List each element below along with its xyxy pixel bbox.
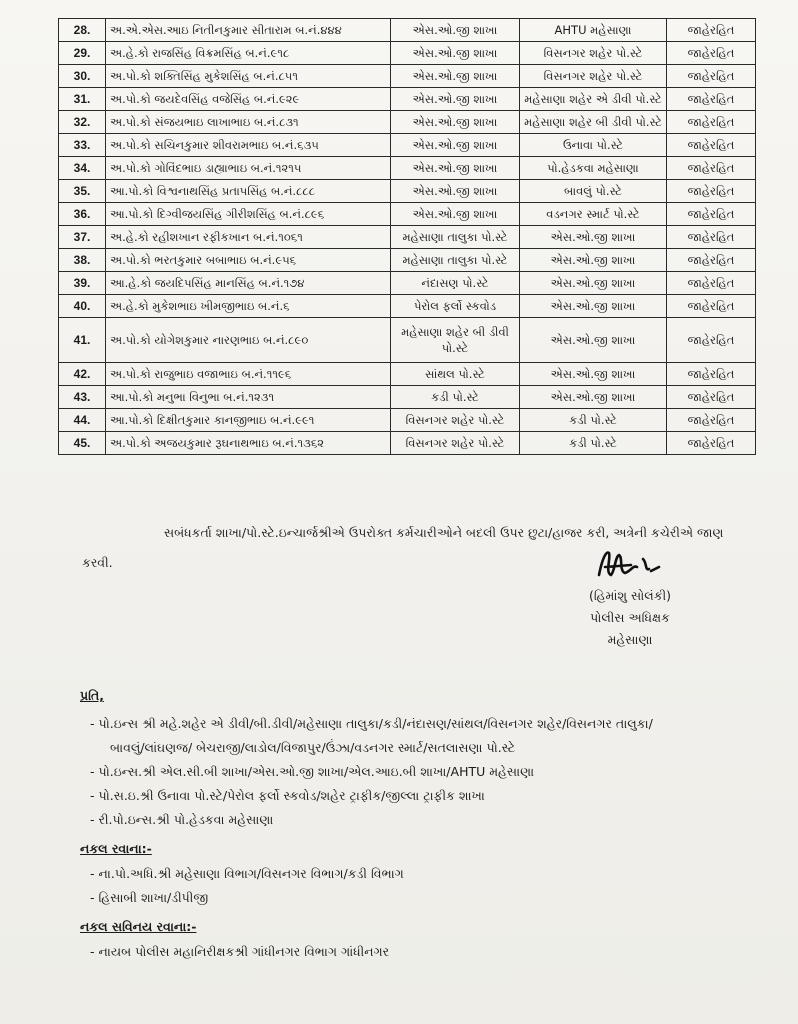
employee-name-cell: અ.એ.એસ.આઇ નિતીનકુમાર સીતારામ બ.નં.૪૪૪ bbox=[106, 19, 391, 42]
distribution-list bbox=[80, 688, 760, 964]
table-row bbox=[59, 65, 756, 88]
employee-name-cell: અ.પો.કો અજયકુમાર રૂઘનાથભાઇ બ.નં.૧૩૬૨ bbox=[106, 432, 391, 455]
respectful-copy-heading: નકલ સવિનય રવાના:- bbox=[80, 919, 197, 934]
reason-cell: જાહેરહિત bbox=[667, 249, 756, 272]
from-post-cell: એસ.ઓ.જી શાખા bbox=[391, 88, 520, 111]
reason-cell: જાહેરહિત bbox=[667, 432, 756, 455]
employee-name-cell: આ.પો.કો દિક્ષીતકુમાર કાનજીભાઇ બ.નં.૯૯૧ bbox=[106, 409, 391, 432]
signature-icon bbox=[585, 545, 675, 585]
distribution-item-continued: બાવલું/લાંઘણજ/ બેચરાજી/લાડોલ/વિજાપુર/ઉંઝા/વડનગર સ્માર્ટ/સતલાસણા પો.સ્ટે bbox=[110, 740, 516, 755]
reason-cell: જાહેરહિત bbox=[667, 363, 756, 386]
employee-name-cell: અ.પો.કો શક્તિસિંહ મુકેશસિંહ બ.નં.૮૫૧ bbox=[106, 65, 391, 88]
employee-name-cell: અ.પો.કો ભરતકુમાર બબાભાઇ બ.નં.૯૫૬ bbox=[106, 249, 391, 272]
to-post-cell: વિસનગર શહેર પો.સ્ટે bbox=[520, 42, 667, 65]
table-row bbox=[59, 180, 756, 203]
distribution-item bbox=[80, 736, 760, 760]
from-post-cell: એસ.ઓ.જી શાખા bbox=[391, 203, 520, 226]
signature-block bbox=[560, 545, 700, 651]
from-post-cell: નંદાસણ પો.સ્ટે bbox=[391, 272, 520, 295]
from-post-cell: એસ.ઓ.જી શાખા bbox=[391, 134, 520, 157]
reason-cell: જાહેરહિત bbox=[667, 88, 756, 111]
reason-cell: જાહેરહિત bbox=[667, 19, 756, 42]
row-number-cell: 37. bbox=[59, 226, 106, 249]
employee-name-cell: અ.હે.કો રાજસિંહ વિક્રમસિંહ બ.નં.૯૧૮ bbox=[106, 42, 391, 65]
row-number-cell: 45. bbox=[59, 432, 106, 455]
reason-cell: જાહેરહિત bbox=[667, 226, 756, 249]
from-post-cell: મહેસાણા તાલુકા પો.સ્ટે bbox=[391, 226, 520, 249]
distribution-item: - પો.સ.ઇ.શ્રી ઉનાવા પો.સ્ટે/પેરોલ ફર્લો સ્કવોડ/શહેર ટ્રાફીક/જીલ્લા ટ્રાફીક શાખા bbox=[90, 788, 485, 803]
row-number-cell: 42. bbox=[59, 363, 106, 386]
distribution-heading: પ્રતિ, bbox=[80, 688, 104, 703]
from-post-cell: એસ.ઓ.જી શાખા bbox=[391, 65, 520, 88]
table-row bbox=[59, 111, 756, 134]
from-post-cell: એસ.ઓ.જી શાખા bbox=[391, 111, 520, 134]
table-row bbox=[59, 318, 756, 363]
row-number-cell: 39. bbox=[59, 272, 106, 295]
row-number-cell: 29. bbox=[59, 42, 106, 65]
to-post-cell: એસ.ઓ.જી શાખા bbox=[520, 386, 667, 409]
row-number-cell: 35. bbox=[59, 180, 106, 203]
reason-cell: જાહેરહિત bbox=[667, 409, 756, 432]
to-post-cell: મહેસાણા શહેર એ ડીવી પો.સ્ટે bbox=[520, 88, 667, 111]
transfer-table bbox=[58, 18, 756, 455]
to-post-cell: એસ.ઓ.જી શાખા bbox=[520, 363, 667, 386]
to-post-cell: મહેસાણા શહેર બી ડીવી પો.સ્ટે bbox=[520, 111, 667, 134]
to-post-cell: એસ.ઓ.જી શાખા bbox=[520, 295, 667, 318]
distribution-item: - પો.ઇન્સ શ્રી મહે.શહેર એ ડીવી/બી.ડીવી/મહેસાણા તાલુકા/કડી/નંદાસણ/સાંથલ/વિસનગર શહેર/વિસનગર તાલુકા/ bbox=[90, 716, 653, 731]
employee-name-cell: અ.પો.કો ગોવિંદભાઇ ડાહ્યાભાઇ બ.નં.૧૨૧૫ bbox=[106, 157, 391, 180]
table-row bbox=[59, 295, 756, 318]
to-post-cell: પો.હેડકવા મહેસાણા bbox=[520, 157, 667, 180]
row-number-cell: 32. bbox=[59, 111, 106, 134]
to-post-cell: એસ.ઓ.જી શાખા bbox=[520, 249, 667, 272]
table-row bbox=[59, 363, 756, 386]
to-post-cell: એસ.ઓ.જી શાખા bbox=[520, 272, 667, 295]
employee-name-cell: અ.હે.કો મુકેશભાઇ ખીમજીભાઇ બ.નં.૬ bbox=[106, 295, 391, 318]
employee-name-cell: આ.હે.કો જયદિપસિંહ માનસિંહ બ.નં.૧૭૪ bbox=[106, 272, 391, 295]
reason-cell: જાહેરહિત bbox=[667, 65, 756, 88]
table-row bbox=[59, 203, 756, 226]
from-post-cell: મહેસાણા શહેર બી ડીવી પો.સ્ટે bbox=[391, 318, 520, 363]
signatory-name: (હિમાંશુ સોલંકી) bbox=[588, 588, 672, 603]
to-post-cell: બાવલું પો.સ્ટે bbox=[520, 180, 667, 203]
to-post-cell: કડી પો.સ્ટે bbox=[520, 432, 667, 455]
respectful-copy-item: - નાયબ પોલીસ મહાનિરીક્ષકશ્રી ગાંધીનગર વિભાગ ગાંધીનગર bbox=[90, 944, 390, 959]
reason-cell: જાહેરહિત bbox=[667, 42, 756, 65]
from-post-cell: મહેસાણા તાલુકા પો.સ્ટે bbox=[391, 249, 520, 272]
table-row bbox=[59, 88, 756, 111]
reason-cell: જાહેરહિત bbox=[667, 111, 756, 134]
row-number-cell: 44. bbox=[59, 409, 106, 432]
employee-name-cell: આ.પો.કો મનુભા વિનુભા બ.નં.૧૨૩૧ bbox=[106, 386, 391, 409]
reason-cell: જાહેરહિત bbox=[667, 180, 756, 203]
table-row bbox=[59, 432, 756, 455]
to-post-cell: વિસનગર શહેર પો.સ્ટે bbox=[520, 65, 667, 88]
row-number-cell: 41. bbox=[59, 318, 106, 363]
row-number-cell: 30. bbox=[59, 65, 106, 88]
copy-item: - હિસાબી શાખા/ડીપીજી bbox=[90, 890, 209, 905]
signatory-designation: પોલીસ અધિક્ષક bbox=[590, 610, 670, 625]
copy-heading: નકલ રવાના:- bbox=[80, 841, 152, 856]
employee-name-cell: અ.પો.કો સચિનકુમાર શીવરામભાઇ બ.નં.૬૩૫ bbox=[106, 134, 391, 157]
table-row bbox=[59, 272, 756, 295]
row-number-cell: 40. bbox=[59, 295, 106, 318]
row-number-cell: 34. bbox=[59, 157, 106, 180]
table-row bbox=[59, 19, 756, 42]
from-post-cell: એસ.ઓ.જી શાખા bbox=[391, 19, 520, 42]
reason-cell: જાહેરહિત bbox=[667, 386, 756, 409]
employee-name-cell: અ.પો.કો સંજયભાઇ લાખાભાઇ બ.નં.૮૩૧ bbox=[106, 111, 391, 134]
from-post-cell: એસ.ઓ.જી શાખા bbox=[391, 180, 520, 203]
signatory-place: મહેસાણા bbox=[607, 632, 653, 647]
reason-cell: જાહેરહિત bbox=[667, 134, 756, 157]
reason-cell: જાહેરહિત bbox=[667, 272, 756, 295]
row-number-cell: 31. bbox=[59, 88, 106, 111]
instruction-note: સબંધકર્તા શાખા/પો.સ્ટે.ઇન્ચાર્જશ્રીએ ઉપરોક્ત કર્મચારીઓને બદલી ઉપર છુટા/હાજર કરી, અત્રેની કચેરીએ જાણ કરવી. bbox=[82, 525, 724, 570]
to-post-cell: એસ.ઓ.જી શાખા bbox=[520, 318, 667, 363]
distribution-item: - રી.પો.ઇન્સ.શ્રી પો.હેડકવા મહેસાણા bbox=[90, 812, 274, 827]
from-post-cell: કડી પો.સ્ટે bbox=[391, 386, 520, 409]
from-post-cell: વિસનગર શહેર પો.સ્ટે bbox=[391, 432, 520, 455]
table-row bbox=[59, 134, 756, 157]
employee-name-cell: અ.પો.કો જયદેવસિંહ વજેસિંહ બ.નં.૯૨૯ bbox=[106, 88, 391, 111]
reason-cell: જાહેરહિત bbox=[667, 318, 756, 363]
table-row bbox=[59, 386, 756, 409]
to-post-cell: કડી પો.સ્ટે bbox=[520, 409, 667, 432]
table-row bbox=[59, 226, 756, 249]
employee-name-cell: અ.હે.કો રહીશખાન રફીકખાન બ.નં.૧૦૬૧ bbox=[106, 226, 391, 249]
employee-name-cell: અ.પો.કો યોગેશકુમાર નારણભાઇ બ.નં.૮૯૦ bbox=[106, 318, 391, 363]
row-number-cell: 36. bbox=[59, 203, 106, 226]
to-post-cell: એસ.ઓ.જી શાખા bbox=[520, 226, 667, 249]
to-post-cell: AHTU મહેસાણા bbox=[520, 19, 667, 42]
table-row bbox=[59, 249, 756, 272]
reason-cell: જાહેરહિત bbox=[667, 157, 756, 180]
copy-item: - ના.પો.અધિ.શ્રી મહેસાણા વિભાગ/વિસનગર વિભાગ/કડી વિભાગ bbox=[90, 866, 404, 881]
from-post-cell: એસ.ઓ.જી શાખા bbox=[391, 42, 520, 65]
reason-cell: જાહેરહિત bbox=[667, 203, 756, 226]
table-row bbox=[59, 42, 756, 65]
from-post-cell: એસ.ઓ.જી શાખા bbox=[391, 157, 520, 180]
employee-name-cell: આ.પો.કો દિગ્વીજયસિંહ ગીરીશસિંહ બ.નં.૮૯૬ bbox=[106, 203, 391, 226]
table-row bbox=[59, 157, 756, 180]
employee-name-cell: અ.પો.કો રાજુભાઇ વજાભાઇ બ.નં.૧૧૯૬ bbox=[106, 363, 391, 386]
reason-cell: જાહેરહિત bbox=[667, 295, 756, 318]
distribution-item: - પો.ઇન્સ.શ્રી એલ.સી.બી શાખા/એસ.ઓ.જી શાખા/એલ.આઇ.બી શાખા/AHTU મહેસાણા bbox=[90, 764, 535, 779]
employee-name-cell: આ.પો.કો વિશ્વનાથસિંહ પ્રતાપસિંહ બ.નં.૮૮૮ bbox=[106, 180, 391, 203]
from-post-cell: વિસનગર શહેર પો.સ્ટે bbox=[391, 409, 520, 432]
table-row bbox=[59, 409, 756, 432]
from-post-cell: સાંથલ પો.સ્ટે bbox=[391, 363, 520, 386]
from-post-cell: પેરોલ ફર્લો સ્કવોડ bbox=[391, 295, 520, 318]
to-post-cell: વડનગર સ્માર્ટ પો.સ્ટે bbox=[520, 203, 667, 226]
row-number-cell: 28. bbox=[59, 19, 106, 42]
row-number-cell: 33. bbox=[59, 134, 106, 157]
row-number-cell: 43. bbox=[59, 386, 106, 409]
to-post-cell: ઉનાવા પો.સ્ટે bbox=[520, 134, 667, 157]
row-number-cell: 38. bbox=[59, 249, 106, 272]
